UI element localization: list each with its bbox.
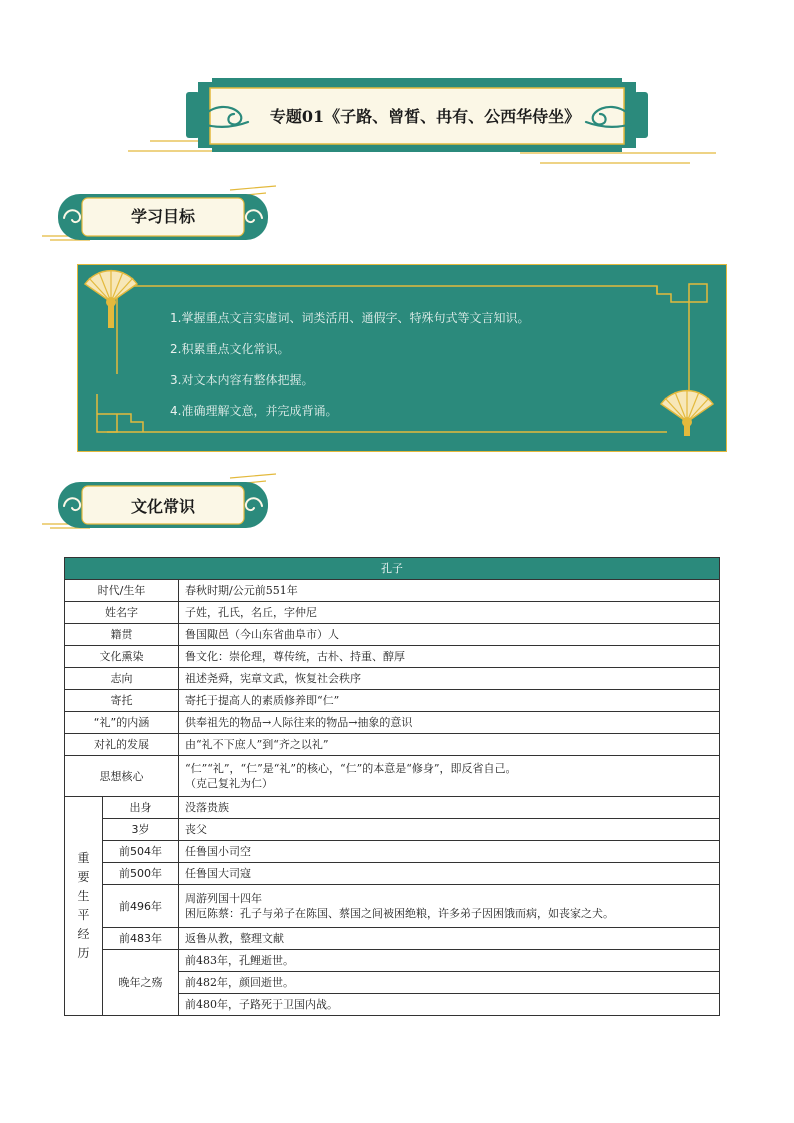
event-text: 返鲁从教，整理文献	[179, 928, 720, 950]
table-row	[65, 624, 720, 646]
row-value	[179, 756, 720, 797]
page-title: 专题01《子路、曾皙、冉有、公西华侍坐》	[269, 107, 581, 126]
event-time: 前504年	[103, 841, 179, 863]
section-goals-heading: 学习目标	[130, 207, 195, 226]
thought-line: “仁”“礼”，“仁”是“礼”的核心，“仁”的本意是“修身”，即反省自己。	[185, 762, 517, 775]
goal-item: 3.对文本内容有整体把握。	[170, 373, 314, 387]
table-header-row	[65, 558, 720, 580]
row-key: 思想核心	[65, 756, 179, 797]
event-text: 前483年，孔鲤逝世。	[179, 950, 720, 972]
table-row	[65, 712, 720, 734]
event-text: 任鲁国小司空	[179, 841, 720, 863]
row-value: 子姓，孔氏，名丘，字仲尼	[179, 602, 720, 624]
table-row	[65, 841, 720, 863]
event-text	[179, 885, 720, 928]
event-time: 晚年之殇	[103, 950, 179, 1016]
table-title: 孔子	[65, 558, 720, 580]
row-key: “礼”的内涵	[65, 712, 179, 734]
table-row	[65, 580, 720, 602]
table-row	[65, 950, 720, 972]
table-row	[65, 819, 720, 841]
row-key: 文化熏染	[65, 646, 179, 668]
row-key: 姓名字	[65, 602, 179, 624]
event-line: 困厄陈蔡：孔子与弟子在陈国、蔡国之间被困绝粮，许多弟子因困饿而病，如丧家之犬。	[185, 907, 614, 920]
row-key: 寄托	[65, 690, 179, 712]
event-time: 前500年	[103, 863, 179, 885]
event-text: 前480年，子路死于卫国内战。	[179, 994, 720, 1016]
event-text: 前482年，颜回逝世。	[179, 972, 720, 994]
table-row	[65, 734, 720, 756]
row-value: 春秋时期/公元前551年	[179, 580, 720, 602]
event-time: 3岁	[103, 819, 179, 841]
event-time: 前496年	[103, 885, 179, 928]
row-value: 由“礼不下庶人”到“齐之以礼”	[179, 734, 720, 756]
event-line: 周游列国十四年	[185, 892, 262, 905]
row-value: 寄托于提高人的素质修养即“仁”	[179, 690, 720, 712]
confucius-table	[64, 557, 720, 1016]
title-banner	[0, 0, 794, 170]
table-row	[65, 863, 720, 885]
row-value: 祖述尧舜，宪章文武，恢复社会秩序	[179, 668, 720, 690]
row-key: 时代/生年	[65, 580, 179, 602]
event-time: 出身	[103, 797, 179, 819]
thought-line: （克己复礼为仁）	[185, 777, 273, 790]
row-value: 鲁国陬邑（今山东省曲阜市）人	[179, 624, 720, 646]
life-label: 重要生平经历	[65, 797, 103, 1016]
goal-item: 2.积累重点文化常识。	[170, 342, 290, 356]
goals-list	[170, 307, 650, 431]
event-time: 前483年	[103, 928, 179, 950]
table-row	[65, 928, 720, 950]
goal-item: 1.掌握重点文言实虚词、词类活用、通假字、特殊句式等文言知识。	[170, 311, 530, 325]
row-key: 志向	[65, 668, 179, 690]
table-row	[65, 885, 720, 928]
table-row	[65, 646, 720, 668]
row-key: 对礼的发展	[65, 734, 179, 756]
event-text: 任鲁国大司寇	[179, 863, 720, 885]
table-row-thought	[65, 756, 720, 797]
row-key: 籍贯	[65, 624, 179, 646]
table-row	[65, 690, 720, 712]
row-value: 鲁文化：崇伦理，尊传统，古朴、持重、醇厚	[179, 646, 720, 668]
section-culture-heading: 文化常识	[130, 497, 195, 516]
goal-item: 4.准确理解文意，并完成背诵。	[170, 404, 338, 418]
table-row	[65, 668, 720, 690]
event-text: 没落贵族	[179, 797, 720, 819]
row-value: 供奉祖先的物品→人际往来的物品→抽象的意识	[179, 712, 720, 734]
table-row	[65, 797, 720, 819]
event-text: 丧父	[179, 819, 720, 841]
table-row	[65, 602, 720, 624]
